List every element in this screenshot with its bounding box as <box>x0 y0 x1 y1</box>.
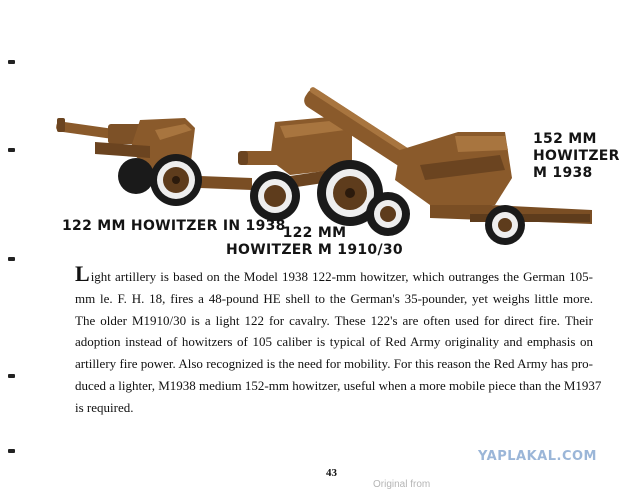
caption-line: HOWITZER M 1910/30 <box>226 242 403 258</box>
body-paragraph <box>75 261 602 419</box>
caption-line: 122 MM <box>282 225 347 241</box>
body-line: is required. <box>75 399 134 415</box>
drop-cap: L <box>75 261 90 286</box>
margin-mark <box>8 374 15 378</box>
caption-152mm-howitzer-1938 <box>533 131 620 182</box>
caption-122mm-howitzer-1938: 122 MM HOWITZER IN 1938 <box>62 218 286 234</box>
margin-mark <box>8 148 15 152</box>
caption-122mm-howitzer-1910-30 <box>226 225 403 259</box>
body-line: The older M1910/30 is a light 122 for cavalry. These 122's are often used for direct fire. Their <box>75 312 593 328</box>
page-number: 43 <box>326 467 337 479</box>
body-line: adoption instead of howitzers of 105 caliber is typical of Red Army originality and emphasis on <box>75 334 593 350</box>
caption-line: 152 MM <box>533 131 597 147</box>
footer-faint-text: Original from <box>373 479 431 490</box>
body-line: duced a lighter, M1938 medium 152-mm howitzer, useful when a more mobile piece than the M1937 <box>75 377 602 393</box>
body-line <box>75 261 593 288</box>
caption-line: HOWITZER <box>533 148 620 164</box>
caption-line: M 1938 <box>533 165 593 181</box>
body-line: artillery fire power. Also recognized is the need for mobility. For this reason the Red Army has pro- <box>75 356 593 372</box>
watermark: YAPLAKAL.COM <box>478 449 597 464</box>
margin-mark <box>8 60 15 64</box>
body-line: mm le. F. H. 18, fires a 48-pound HE shell to the German's 35-pounder, yet weighs little more. <box>75 290 593 306</box>
margin-mark <box>8 449 15 453</box>
howitzer-122-1938-drawing <box>56 118 252 206</box>
body-line-text: ight artillery is based on the Model 1938 122-mm howitzer, which outranges the German 105- <box>90 269 593 284</box>
margin-mark <box>8 257 15 261</box>
